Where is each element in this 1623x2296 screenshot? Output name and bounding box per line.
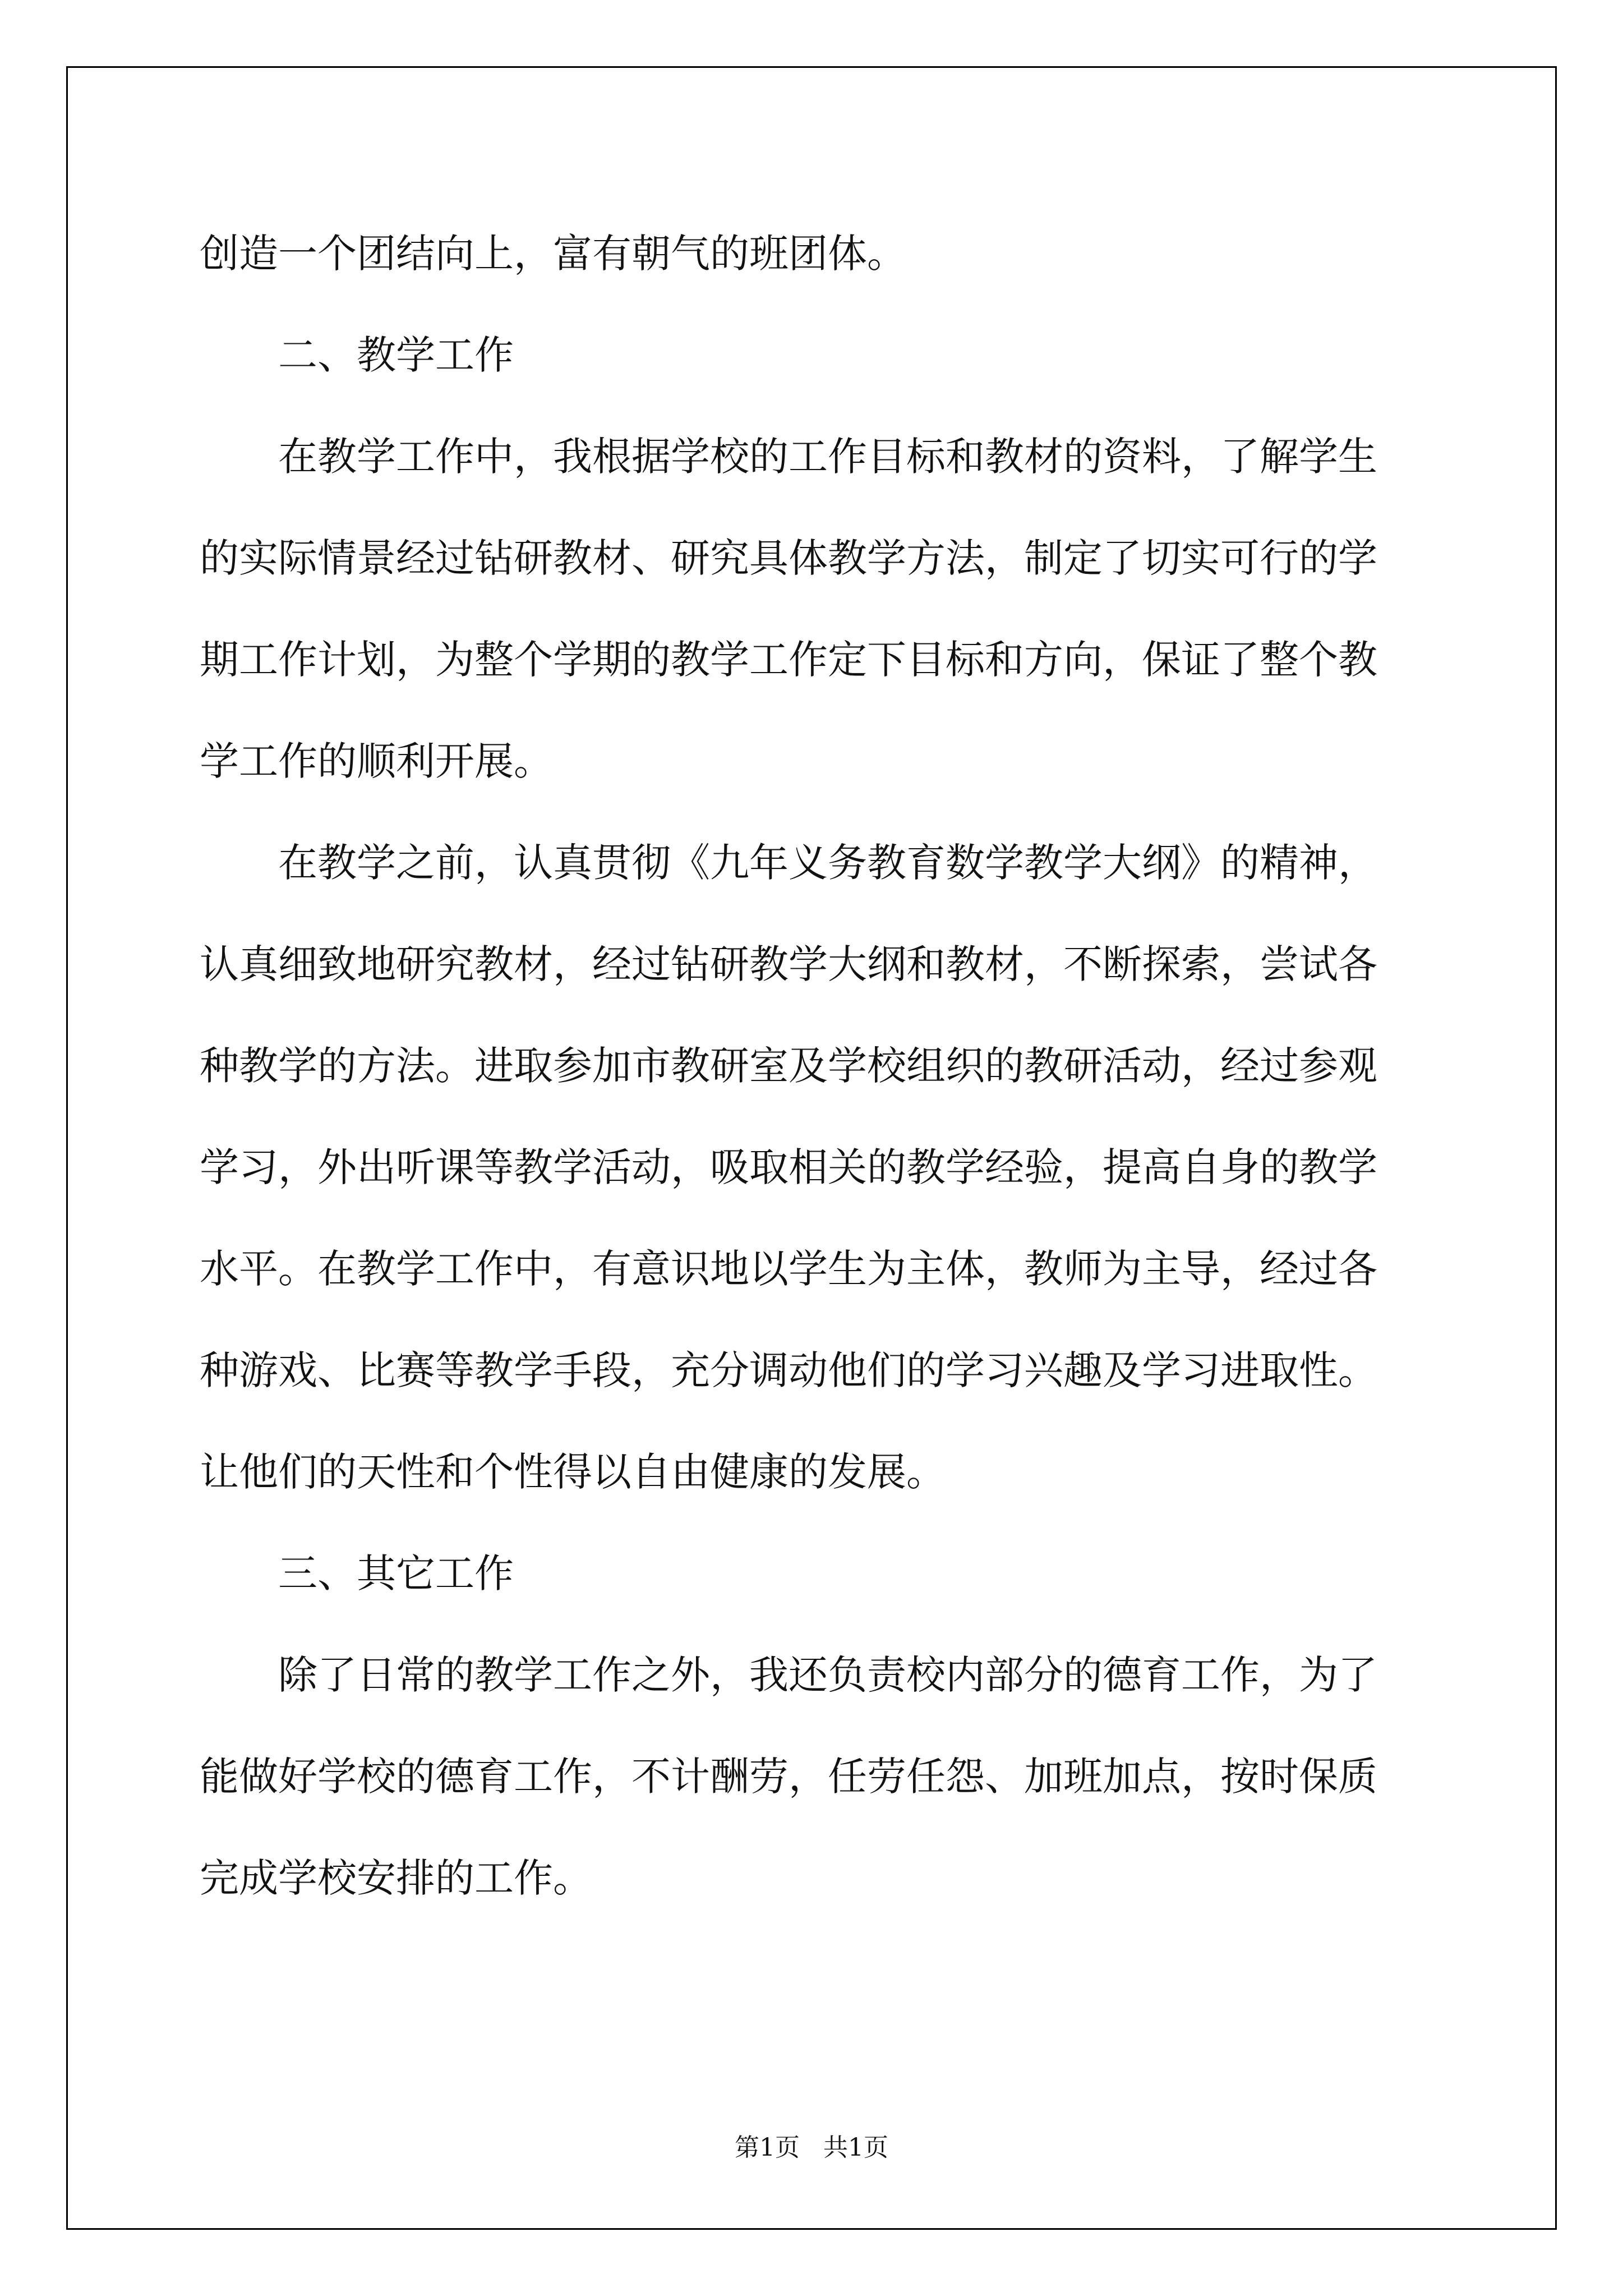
text-line: 在教学之前，认真贯彻《九年义务教育数学教学大纲》的精神，: [200, 840, 1377, 886]
text-line: 让他们的天性和个性得以自由健康的发展。: [200, 1449, 946, 1495]
page-footer: 第1页 共1页: [735, 2133, 888, 2162]
text-line: 种游戏、比赛等教学手段，充分调动他们的学习兴趣及学习进取性。: [200, 1347, 1377, 1393]
text-line: 认真细致地研究教材，经过钻研教学大纲和教材，不断探索，尝试各: [200, 941, 1377, 987]
text-line: 在教学工作中，我根据学校的工作目标和教材的资料，了解学生: [200, 434, 1377, 480]
text-line: 完成学校安排的工作。: [200, 1855, 592, 1901]
text-line: 的实际情景经过钻研教材、研究具体教学方法，制定了切实可行的学: [200, 535, 1377, 581]
document-body: [200, 203, 1433, 1929]
text-line: 学习，外出听课等教学活动，吸取相关的教学经验，提高自身的教学: [200, 1144, 1377, 1190]
text-line: 水平。在教学工作中，有意识地以学生为主体，教师为主导，经过各: [200, 1246, 1377, 1292]
text-line: 学工作的顺利开展。: [200, 738, 553, 784]
text-line: 种教学的方法。进取参加市教研室及学校组织的教研活动，经过参观: [200, 1043, 1377, 1089]
text-line: 能做好学校的德育工作，不计酬劳，任劳任怨、加班加点，按时保质: [200, 1754, 1377, 1800]
text-line: 期工作计划，为整个学期的教学工作定下目标和方向，保证了整个教: [200, 637, 1377, 683]
section-heading: 二、教学工作: [200, 332, 514, 378]
text-line: 除了日常的教学工作之外，我还负责校内部分的德育工作，为了: [200, 1652, 1377, 1698]
section-heading: 三、其它工作: [200, 1550, 514, 1596]
text-line: 创造一个团结向上，富有朝气的班团体。: [200, 231, 906, 277]
